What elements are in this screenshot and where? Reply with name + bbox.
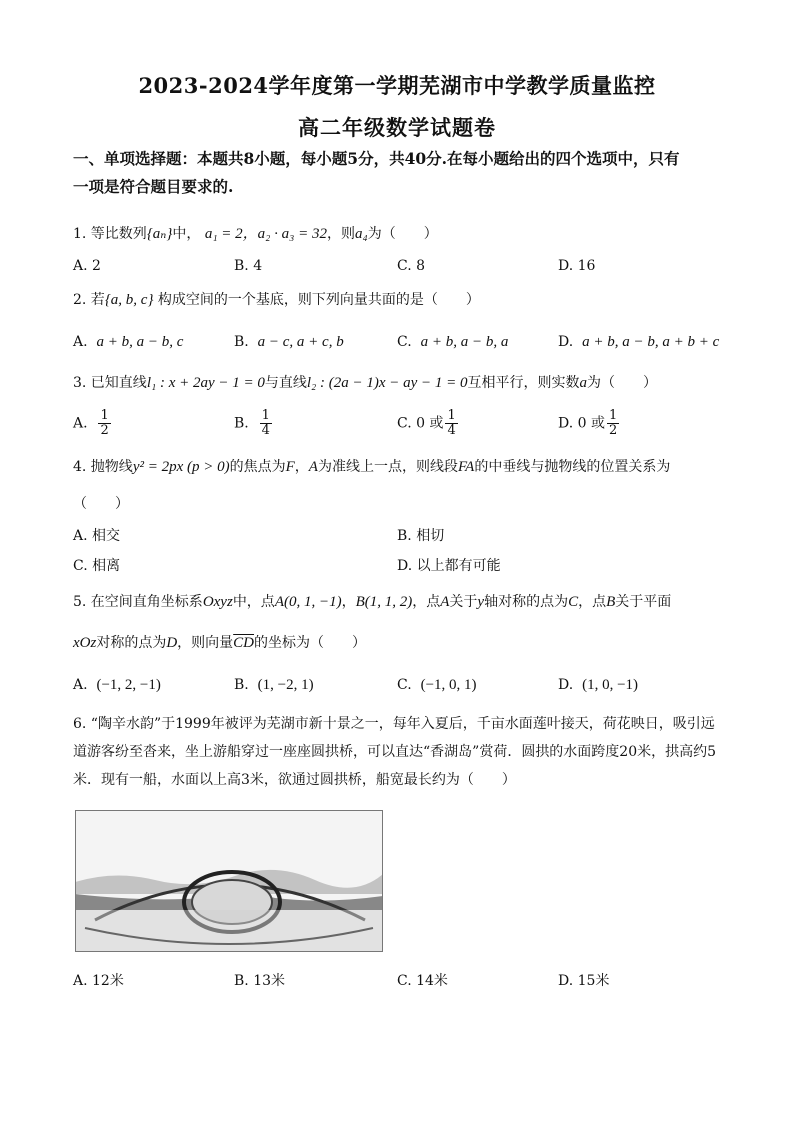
q1-option-b: B. 4 <box>234 258 263 274</box>
q1-option-c: C. 8 <box>397 258 426 274</box>
q1-target: a₄ <box>354 226 368 242</box>
option-letter: C. <box>397 415 412 432</box>
q4-option-a: A. 相交 <box>73 528 121 544</box>
q1-option-d: D. 16 <box>558 258 596 274</box>
option-expr: a − c, a + c, b <box>257 334 344 350</box>
q3-stem: 与直线 <box>264 375 307 391</box>
section-heading-line2: 一项是符合题目要求的. <box>73 177 234 196</box>
q3-stem: 3. 已知直线 <box>73 375 147 391</box>
fraction-denominator: 4 <box>447 423 456 438</box>
q2-option-b <box>234 332 344 352</box>
option-letter: D. <box>558 415 574 432</box>
q5-option-b <box>234 675 314 695</box>
q1-sequence: {aₙ} <box>146 226 173 242</box>
q2-option-c <box>397 332 508 352</box>
option-fraction <box>445 409 457 438</box>
q5-stem: ，点 <box>578 594 607 610</box>
section-heading <box>73 145 723 201</box>
option-letter: D. <box>558 334 574 350</box>
q3-option-b <box>234 409 274 438</box>
option-letter: A. <box>73 677 88 693</box>
question-5-line2 <box>73 633 723 653</box>
q1-stem: ，则 <box>326 226 355 242</box>
q5-point-b-ref: B <box>606 594 616 610</box>
q3-option-c <box>397 409 460 438</box>
q1-option-a: A. 2 <box>73 258 101 274</box>
exam-title: 2023-2024学年度第一学期芜湖市中学教学质量监控 <box>138 73 656 98</box>
q5-stem: 对称的点为 <box>96 635 167 651</box>
q5-vector-cd: $\overline{CD}$ <box>233 635 255 651</box>
q4-point-a: A <box>308 459 318 475</box>
q6-option-d: D. 15米 <box>558 973 610 989</box>
option-expr: a + b, a − b, a + b + c <box>582 334 720 350</box>
q5-stem: ， <box>341 594 356 610</box>
q5-point-b: B(1, 1, 2) <box>355 594 413 610</box>
q5-stem: 中，点 <box>232 594 275 610</box>
q5-point-a: A(0, 1, −1) <box>274 594 342 610</box>
q5-stem: 5. 在空间直角坐标系 <box>73 594 203 610</box>
q3-line2: l₂ : (2a − 1)x − ay − 1 = 0 <box>306 375 468 391</box>
q4-stem: 的焦点为 <box>229 459 286 475</box>
fraction-denominator: 4 <box>261 423 270 438</box>
option-prefix: 0 或 <box>416 415 444 432</box>
option-value: (1, 0, −1) <box>582 677 639 693</box>
section-heading-line1: 一、单项选择题：本题共8小题，每小题5分，共40分.在每小题给出的四个选项中，只有 <box>73 149 680 168</box>
q3-stem: 互相平行，则实数 <box>467 375 580 391</box>
q5-axis: y <box>477 594 485 610</box>
fraction-numerator: 1 <box>261 408 270 423</box>
q1-stem: 1. 等比数列 <box>73 226 147 242</box>
option-expr: a + b, a − b, c <box>96 334 184 350</box>
fraction-denominator: 2 <box>100 423 109 438</box>
fraction-numerator: 1 <box>447 408 456 423</box>
q6-option-a: A. 12米 <box>73 973 124 989</box>
option-letter: D. <box>558 677 574 693</box>
q4-option-c: C. 相离 <box>73 558 121 574</box>
q5-option-a <box>73 675 161 695</box>
q1-stem: 中， <box>172 226 201 242</box>
q5-stem: 轴对称的点为 <box>484 594 569 610</box>
option-letter: A. <box>73 415 88 432</box>
q1-condition: a₁ = 2，a₂ · a₃ = 32 <box>204 226 327 242</box>
q3-option-d <box>558 409 621 438</box>
option-expr: a + b, a − b, a <box>420 334 509 350</box>
q2-stem: 构成空间的一个基底，则下列向量共面的是（ ） <box>157 292 480 308</box>
option-value: (1, −2, 1) <box>257 677 314 693</box>
q5-point-c: C <box>568 594 579 610</box>
option-fraction <box>607 409 619 438</box>
option-letter: B. <box>234 415 249 432</box>
exam-subtitle: 高二年级数学试题卷 <box>298 115 496 140</box>
q6-option-c: C. 14米 <box>397 973 448 989</box>
q4-segment: FA <box>457 459 475 475</box>
option-fraction <box>260 409 272 438</box>
q2-basis: {a, b, c} <box>104 292 154 308</box>
q5-stem: 的坐标为（ ） <box>254 635 367 651</box>
question-4 <box>73 457 723 477</box>
q4-equation: y² = 2px (p > 0) <box>132 459 230 475</box>
q2-stem: 2. 若 <box>73 292 105 308</box>
question-5 <box>73 592 723 612</box>
option-fraction <box>98 409 110 438</box>
q4-stem: 为准线上一点，则线段 <box>317 459 458 475</box>
q5-system: Oxyz <box>202 594 233 610</box>
q4-stem: 4. 抛物线 <box>73 459 133 475</box>
q5-point-a-ref: A <box>440 594 450 610</box>
option-letter: C. <box>397 334 412 350</box>
q5-stem: ，则向量 <box>177 635 234 651</box>
option-letter: B. <box>234 334 249 350</box>
question-1 <box>73 224 723 244</box>
question-3 <box>73 373 723 393</box>
q3-line1: l₁ : x + 2ay − 1 = 0 <box>146 375 265 391</box>
fraction-denominator: 2 <box>609 423 618 438</box>
q3-option-a <box>73 409 113 438</box>
option-prefix: 0 或 <box>577 415 605 432</box>
q5-option-d <box>558 675 638 695</box>
q3-var: a <box>579 375 588 391</box>
q2-option-a <box>73 332 183 352</box>
q1-stem: 为（ ） <box>367 226 438 242</box>
q4-stem: ， <box>294 459 309 475</box>
fraction-numerator: 1 <box>609 408 618 423</box>
q4-stem: 的中垂线与抛物线的位置关系为 <box>474 459 671 475</box>
question-4-answer-paren: （ ） <box>73 496 129 512</box>
q4-option-b: B. 相切 <box>397 528 445 544</box>
option-letter: C. <box>397 677 412 693</box>
q4-point-f: F <box>285 459 295 475</box>
q5-stem: ，点 <box>412 594 441 610</box>
q5-option-c <box>397 675 477 695</box>
bridge-illustration <box>75 810 383 952</box>
option-value: (−1, 2, −1) <box>96 677 161 693</box>
option-letter: B. <box>234 677 249 693</box>
q3-stem: 为（ ） <box>587 375 658 391</box>
q5-stem: 关于平面 <box>615 594 672 610</box>
q5-point-d: D <box>166 635 178 651</box>
option-letter: A. <box>73 334 88 350</box>
fraction-numerator: 1 <box>100 408 109 423</box>
bridge-photo <box>75 810 383 952</box>
option-value: (−1, 0, 1) <box>420 677 477 693</box>
question-2 <box>73 290 723 310</box>
q2-option-d <box>558 332 719 352</box>
q5-stem: 关于 <box>449 594 478 610</box>
q4-option-d: D. 以上都有可能 <box>397 558 501 574</box>
q5-plane: xOz <box>73 635 97 651</box>
q6-option-b: B. 13米 <box>234 973 286 989</box>
question-6: 6. “陶辛水韵”于1999年被评为芜湖市新十景之一，每年入夏后，千亩水面莲叶接天，荷花映日，吸引远道游客纷至沓来，坐上游船穿过一座座圆拱桥，可以直达“香湖岛”赏荷．圆拱的水面跨度20米，拱高约5米．现有一船，水面以上高3米，欲通过圆拱桥，船宽最长约为（ ） <box>73 716 717 788</box>
